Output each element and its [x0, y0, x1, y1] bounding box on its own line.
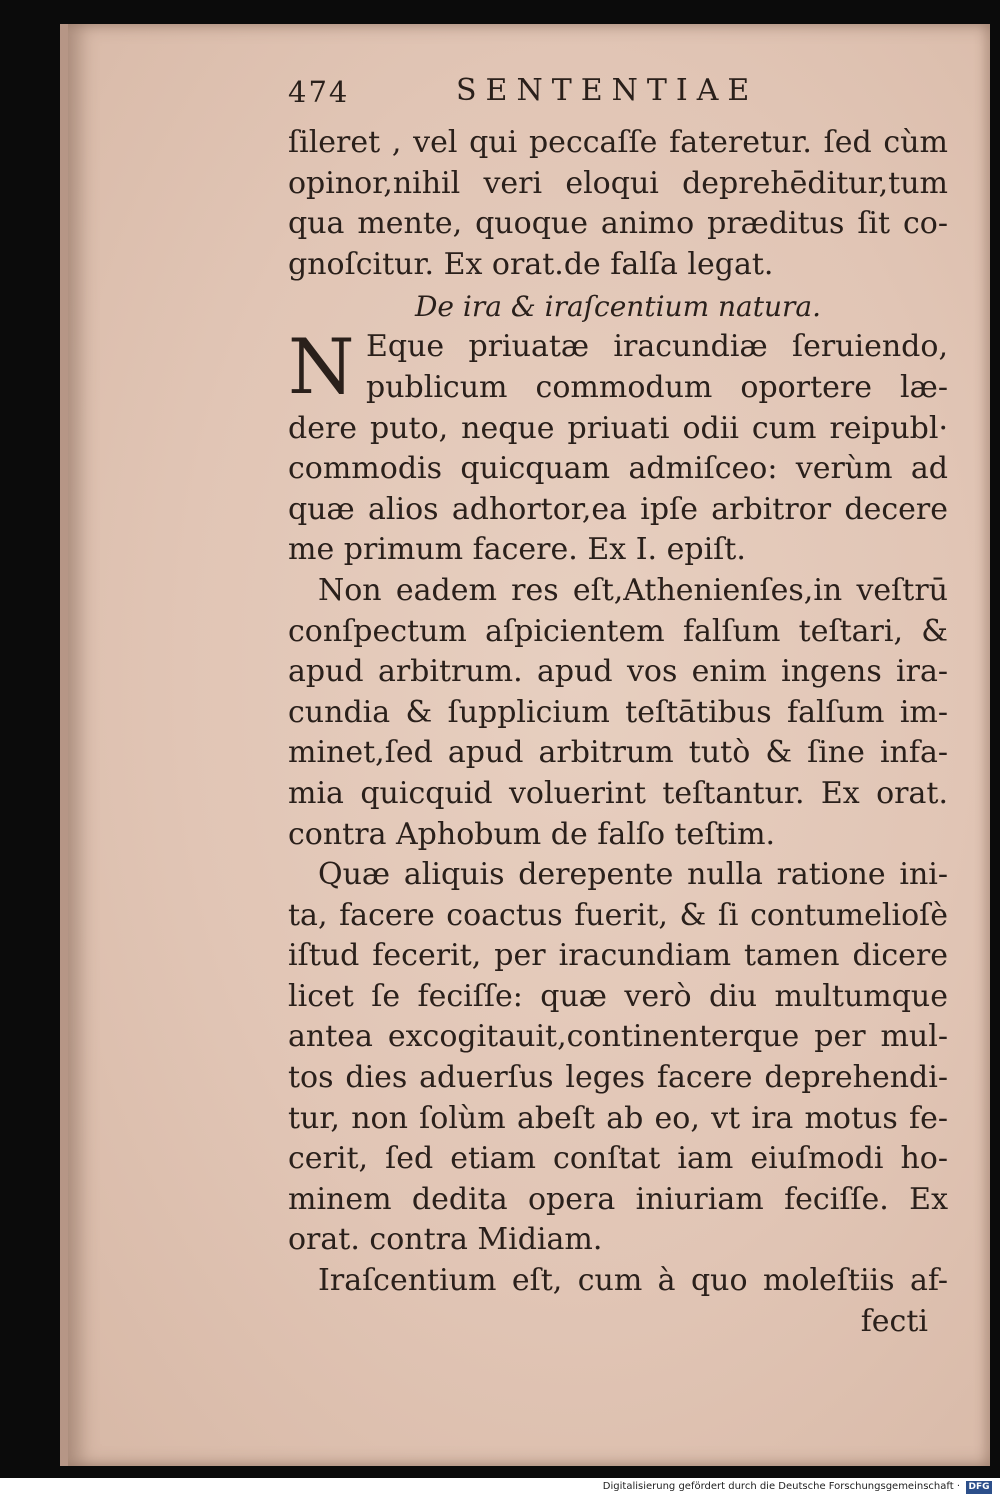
text-line: Iraſcentium eſt, cum à quo moleſtiis af- [318, 1263, 948, 1299]
catchword: fecti [860, 1303, 928, 1339]
text-line: cerit, ſed etiam conſtat iam eiuſmodi ho- [288, 1141, 948, 1177]
text-line: minet,ſed apud arbitrum tutò & ſine infa- [288, 735, 948, 771]
text-line: quӕ alios adhortor,ea ipſe arbitror decere [288, 491, 948, 527]
page-number: 474 [288, 75, 350, 109]
text-line: qua mente, quoque animo prӕditus ſit co- [288, 206, 948, 242]
paragraph-4 [288, 855, 958, 1261]
text-line: licet ſe feciſſe: quӕ verò diu multumque [288, 978, 948, 1014]
text-line: contra Aphobum de falſo teſtim. [288, 816, 776, 852]
text-line: ſileret , vel qui peccaſſe fateretur. ſed cùm [288, 125, 948, 160]
page-text-area [288, 69, 958, 1342]
text-line: Eque priuatӕ iracundiӕ ſeruiendo, [366, 329, 948, 365]
text-line: Non eadem res eſt,Athenienſes,in veſtrū [318, 572, 948, 608]
text-line: gnoſcitur. Ex orat.de falſa legat. [288, 246, 774, 282]
running-head: SENTENTIAE [456, 73, 759, 108]
text-line: opinor,nihil veri eloqui deprehēditur,tum [288, 165, 948, 201]
footer-bar [0, 1478, 1000, 1498]
text-line: minem dedita opera iniuriam feciſſe. Ex [288, 1181, 948, 1217]
text-line: commodis quicquam admiſceo: verùm ad [288, 451, 948, 487]
dfg-logo-icon: DFG [966, 1481, 992, 1494]
paragraph-3 [288, 571, 958, 855]
text-line: antea excogitauit,continenterque per mul- [288, 1019, 948, 1055]
text-line: tur, non ſolùm abeſt ab eo, vt ira motus fe- [288, 1100, 948, 1136]
paragraph-2 [288, 322, 958, 571]
text-line: apud arbitrum. apud vos enim ingens ira- [288, 654, 948, 690]
text-line: orat. contra Midiam. [288, 1222, 603, 1258]
text-line: ta, facere coactus fuerit, & ſi contumelioſè [288, 897, 948, 933]
paragraph-5 [288, 1261, 958, 1302]
section-heading: De ira & iraſcentium natura. [414, 290, 822, 324]
text-line: iſtud fecerit, per iracundiam tamen dicere [288, 938, 948, 974]
text-line: conſpectum aſpicientem falſum teſtari, & [288, 613, 948, 649]
footer-credit: Digitalisierung gefördert durch die Deutsche Forschungsgemeinschaft · [602, 1481, 960, 1492]
page-header [288, 69, 958, 119]
text-line: tos dies aduerſus leges facere deprehendi- [288, 1060, 948, 1096]
text-line: dere puto, neque priuati odii cum reipubl· [288, 410, 948, 446]
text-line: publicum commodum oportere lӕ- [366, 369, 948, 405]
book-page [60, 24, 990, 1466]
paragraph-1 [288, 123, 958, 285]
drop-cap: N [288, 322, 355, 412]
text-line: Quӕ aliquis derepente nulla ratione ini- [318, 857, 948, 893]
text-line: mia quicquid voluerint teſtantur. Ex orat. [288, 775, 948, 811]
text-line: cundia & ſupplicium teſtātibus falſum im- [288, 694, 948, 730]
text-line: me primum facere. Ex I. epiſt. [288, 532, 746, 568]
